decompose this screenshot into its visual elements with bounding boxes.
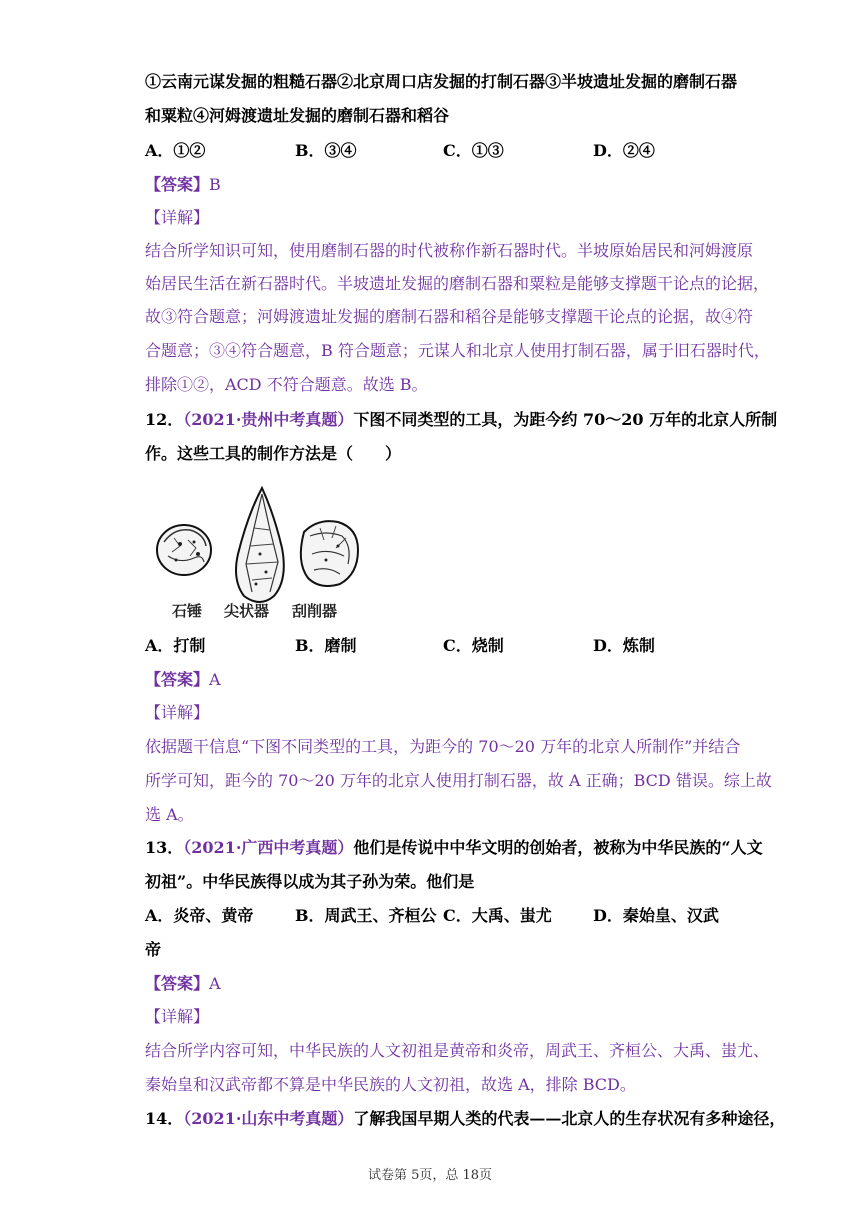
q13-option-c: C．大禹、蚩尤 — [443, 906, 552, 925]
q12-option-c: C．烧制 — [443, 636, 504, 655]
q12-detail-line: 依据题干信息“下图不同类型的工具，为距今的 70～20 万年的北京人所制作”并结合 — [145, 737, 741, 756]
page-footer: 试卷第 5页，总 18页 — [367, 1168, 493, 1183]
q13-detail-line: 秦始皇和汉武帝都不算是中华民族的人文初祖，故选 A，排除 BCD。 — [145, 1075, 636, 1094]
q11-option-a: A．①② — [145, 141, 206, 160]
caption-scraper: 刮削器 — [292, 602, 338, 620]
question-number: 14． — [145, 1109, 184, 1128]
question-text: 了解我国早期人类的代表——北京人的生存状况有多种途径， — [353, 1109, 786, 1128]
q13-option-d: D．秦始皇、汉武 — [593, 906, 719, 925]
q13-option-a: A．炎帝、黄帝 — [145, 906, 254, 925]
q13-stem-line1 — [145, 838, 763, 858]
q11-answer — [145, 175, 221, 195]
q13-stem-line2: 初祖”。中华民族得以成为其子孙为荣。他们是 — [145, 872, 475, 891]
q11-detail-line: 故③符合题意；河姆渡遗址发掘的磨制石器和稻谷是能够支撑题干论点的论据，故④符 — [145, 307, 754, 326]
q12-option-b: B．磨制 — [295, 636, 357, 655]
q13-option-b: B．周武王、齐桓公 — [295, 906, 437, 925]
q11-option-d: D．②④ — [593, 141, 655, 160]
q14-stem-line1 — [145, 1109, 785, 1129]
q11-detail-tag: 【详解】 — [145, 208, 210, 227]
q12-option-d: D．炼制 — [593, 636, 655, 655]
caption-hammer-stone: 石锤 — [172, 602, 203, 620]
q11-detail-line: 合题意；③④符合题意，B 符合题意；元谋人和北京人使用打制石器，属于旧石器时代， — [145, 341, 770, 360]
q11-detail-line: 排除①②，ACD 不符合题意。故选 B。 — [145, 375, 428, 394]
q13-answer — [145, 974, 221, 994]
question-source: （2021·贵州中考真题） — [183, 410, 354, 429]
q12-stem-line1 — [145, 410, 777, 430]
question-number: 12． — [145, 410, 184, 429]
q11-stem-line2: 和粟粒④河姆渡遗址发掘的磨制石器和稻谷 — [145, 106, 450, 125]
q11-option-b: B．③④ — [295, 141, 357, 160]
pointed-tool-icon — [236, 488, 284, 602]
answer-tag: 【答案】 — [145, 175, 210, 194]
q12-detail-line: 所学可知，距今的 70～20 万年的北京人使用打制石器，故 A 正确；BCD 错误。综上故 — [145, 771, 772, 790]
q12-option-a: A．打制 — [145, 636, 206, 655]
q12-answer — [145, 670, 221, 690]
answer-value: A — [209, 974, 221, 993]
question-text: 他们是传说中中华文明的创始者，被称为中华民族的“人文 — [353, 838, 763, 857]
question-source: （2021·广西中考真题） — [183, 838, 354, 857]
answer-value: B — [209, 175, 221, 194]
hammer-stone-icon — [157, 525, 211, 575]
question-number: 13． — [145, 838, 184, 857]
q13-option-wrap: 帝 — [145, 940, 162, 959]
answer-value: A — [209, 670, 221, 689]
scraper-icon — [301, 521, 358, 586]
q12-stem-line2: 作。这些工具的制作方法是（ ） — [145, 444, 402, 463]
answer-tag: 【答案】 — [145, 974, 210, 993]
q12-detail-line: 选 A。 — [145, 805, 194, 824]
question-text: 下图不同类型的工具，为距今约 70～20 万年的北京人所制 — [353, 410, 778, 429]
q13-detail-tag: 【详解】 — [145, 1007, 210, 1026]
caption-pointed-tool: 尖状器 — [224, 602, 270, 620]
q11-detail-line: 结合所学知识可知，使用磨制石器的时代被称作新石器时代。半坡原始居民和河姆渡原 — [145, 241, 754, 260]
q11-stem-line1: ①云南元谋发掘的粗糙石器②北京周口店发掘的打制石器③半坡遗址发掘的磨制石器 — [145, 72, 738, 91]
question-source: （2021·山东中考真题） — [183, 1109, 354, 1128]
q11-detail-line: 始居民生活在新石器时代。半坡遗址发掘的磨制石器和粟粒是能够支撑题干论点的论据， — [145, 274, 770, 293]
q13-detail-line: 结合所学内容可知，中华民族的人文初祖是黄帝和炎帝，周武王、齐桓公、大禹、蚩尤、 — [145, 1041, 770, 1060]
answer-tag: 【答案】 — [145, 670, 210, 689]
q12-detail-tag: 【详解】 — [145, 703, 210, 722]
q11-option-c: C．①③ — [443, 141, 504, 160]
